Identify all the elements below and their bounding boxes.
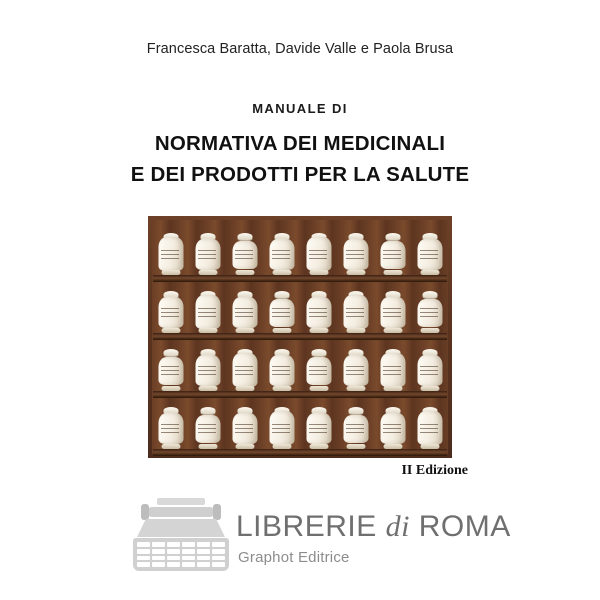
apothecary-jar [230, 349, 259, 391]
jar-row-4 [153, 401, 447, 449]
watermark-brand-middle: di [385, 510, 410, 543]
cabinet-shelf-3 [153, 340, 447, 398]
book-edition: II Edizione [401, 463, 468, 478]
shelf-board [153, 391, 447, 398]
apothecary-jar [156, 349, 185, 391]
apothecary-jar [267, 233, 296, 275]
apothecary-jar [341, 407, 370, 449]
typewriter-paper [157, 498, 205, 505]
watermark-brand-last: ROMA [418, 510, 511, 543]
typewriter-icon [133, 498, 229, 574]
cabinet-shelf-4 [153, 398, 447, 456]
apothecary-jar [415, 349, 444, 391]
apothecary-jar [378, 407, 407, 449]
apothecary-jar [230, 233, 259, 275]
apothecary-jar [230, 407, 259, 449]
book-kicker: MANUALE DI [252, 101, 348, 116]
apothecary-jar [341, 291, 370, 333]
shelf-board [153, 449, 447, 456]
apothecary-jar [378, 291, 407, 333]
apothecary-jar [193, 233, 222, 275]
watermark-brand-first: LIBRERIE [236, 510, 377, 543]
cover-photo-apothecary-jars [148, 216, 452, 458]
apothecary-jar [341, 349, 370, 391]
book-title-line-2: E DEI PRODOTTI PER LA SALUTE [130, 163, 470, 186]
apothecary-jar [267, 291, 296, 333]
cabinet-shelf-2 [153, 282, 447, 340]
apothecary-jar [193, 291, 222, 333]
apothecary-jar [267, 349, 296, 391]
apothecary-jar [304, 407, 333, 449]
apothecary-jar [341, 233, 370, 275]
typewriter-platen [147, 507, 215, 517]
book-authors: Francesca Baratta, Davide Valle e Paola Brusa [146, 41, 454, 57]
apothecary-jar [415, 291, 444, 333]
typewriter-keys [133, 538, 229, 571]
apothecary-jar [156, 291, 185, 333]
publisher-name: Graphot Editrice [238, 549, 350, 566]
apothecary-jar [378, 349, 407, 391]
apothecary-jar [304, 349, 333, 391]
apothecary-jar [267, 407, 296, 449]
typewriter-body [137, 519, 225, 537]
apothecary-jar [378, 233, 407, 275]
apothecary-jar [415, 233, 444, 275]
apothecary-jar [304, 233, 333, 275]
jar-row-1 [153, 227, 447, 275]
apothecary-jar [304, 291, 333, 333]
book-title-line-1: NORMATIVA DEI MEDICINALI [154, 132, 446, 155]
shelf-board [153, 275, 447, 282]
apothecary-jar [193, 407, 222, 449]
apothecary-jar [415, 407, 444, 449]
jar-row-3 [153, 343, 447, 391]
apothecary-jar [156, 407, 185, 449]
watermark-brand [236, 510, 511, 544]
cabinet-shelf-1 [153, 224, 447, 282]
shelf-board [153, 333, 447, 340]
apothecary-jar [230, 291, 259, 333]
apothecary-jar [193, 349, 222, 391]
retailer-watermark [0, 492, 600, 600]
jar-row-2 [153, 285, 447, 333]
apothecary-jar [156, 233, 185, 275]
